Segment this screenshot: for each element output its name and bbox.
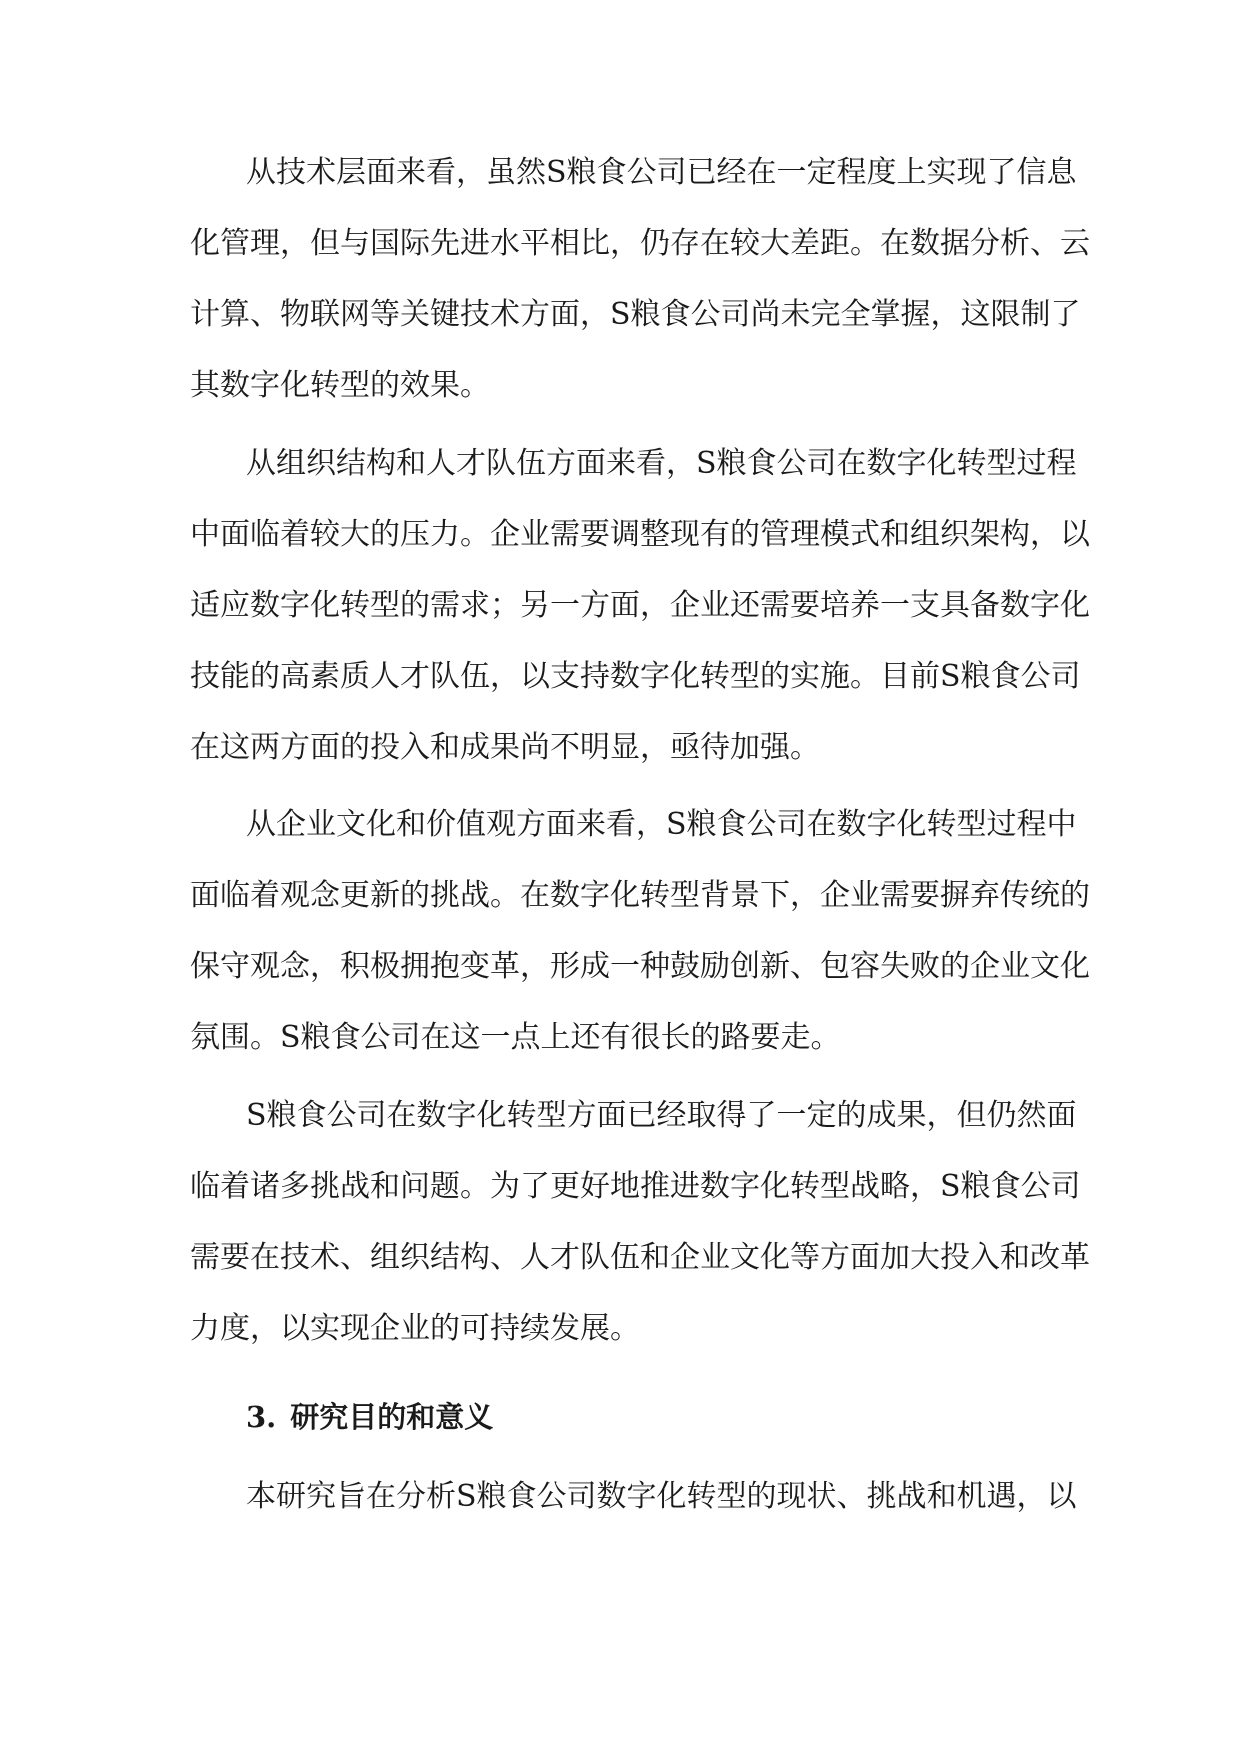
paragraph-4-line-3: 需要在技术、组织结构、人才队伍和企业文化等方面加大投入和改革 [190, 1240, 1090, 1275]
paragraph-2-line-2: 中面临着较大的压力。企业需要调整现有的管理模式和组织架构，以 [190, 517, 1090, 552]
paragraph-4-line-2: 临着诸多挑战和问题。为了更好地推进数字化转型战略，S粮食公司 [190, 1169, 1081, 1204]
paragraph-1-line-3: 计算、物联网等关键技术方面，S粮食公司尚未完全掌握，这限制了 [190, 297, 1081, 332]
paragraph-1-line-4: 其数字化转型的效果。 [190, 368, 490, 403]
paragraph-4-line-4: 力度，以实现企业的可持续发展。 [190, 1311, 640, 1346]
paragraph-3-line-2: 面临着观念更新的挑战。在数字化转型背景下，企业需要摒弃传统的 [190, 878, 1090, 913]
paragraph-2-line-3: 适应数字化转型的需求；另一方面，企业还需要培养一支具备数字化 [190, 588, 1090, 623]
paragraph-3-line-1: 从企业文化和价值观方面来看，S粮食公司在数字化转型过程中 [246, 807, 1077, 842]
paragraph-1-line-2: 化管理，但与国际先进水平相比，仍存在较大差距。在数据分析、云 [190, 226, 1090, 261]
paragraph-4-line-1: S粮食公司在数字化转型方面已经取得了一定的成果，但仍然面 [246, 1098, 1077, 1133]
paragraph-2-line-4: 技能的高素质人才队伍，以支持数字化转型的实施。目前S粮食公司 [190, 659, 1081, 694]
paragraph-5-line-1: 本研究旨在分析S粮食公司数字化转型的现状、挑战和机遇，以 [246, 1479, 1077, 1514]
section-heading [246, 1392, 946, 1442]
paragraph-2-line-5: 在这两方面的投入和成果尚不明显，亟待加强。 [190, 730, 820, 765]
section-number: 3. [246, 1400, 277, 1434]
paragraph-3-line-4: 氛围。S粮食公司在这一点上还有很长的路要走。 [190, 1020, 841, 1055]
paragraph-1-line-1: 从技术层面来看，虽然S粮食公司已经在一定程度上实现了信息 [246, 155, 1077, 190]
section-title: 研究目的和意义 [290, 1400, 494, 1434]
paragraph-2-line-1: 从组织结构和人才队伍方面来看，S粮食公司在数字化转型过程 [246, 446, 1077, 481]
paragraph-3-line-3: 保守观念，积极拥抱变革，形成一种鼓励创新、包容失败的企业文化 [190, 949, 1090, 984]
